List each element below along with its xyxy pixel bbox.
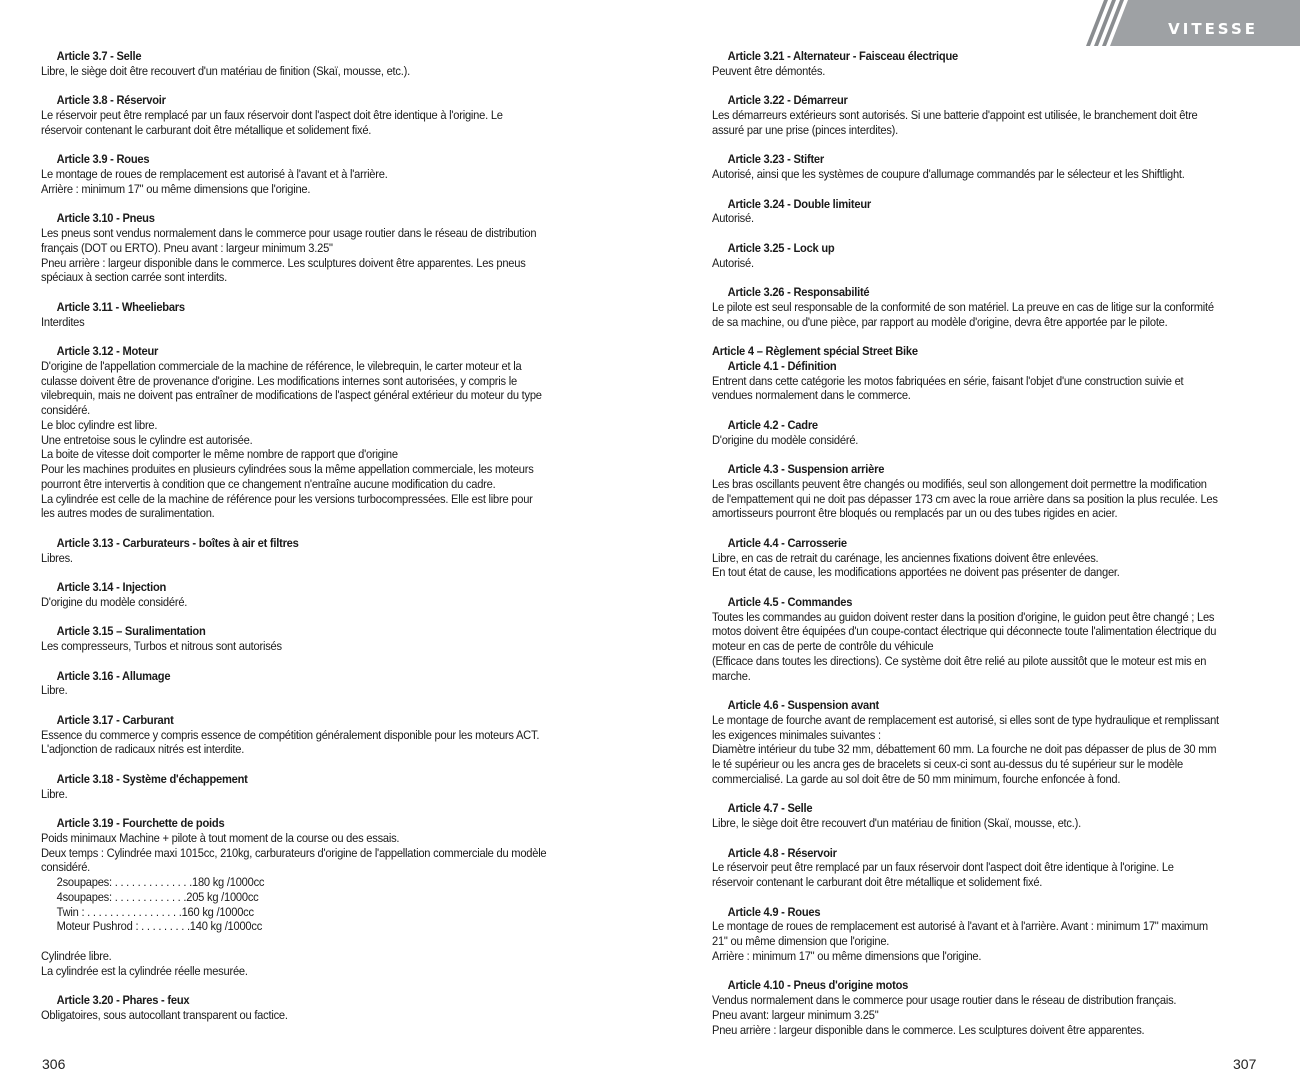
article-text-line: Vendus normalement dans le commerce pour usage routier dans le réseau de distribution français. xyxy=(712,993,1177,1007)
article-title: Article 4.9 - Roues xyxy=(727,904,821,919)
article-text-line: Le réservoir peut être remplacé par un faux réservoir dont l'aspect doit être identique à l'origine. Le xyxy=(712,860,1174,875)
article-title: Article 4.5 - Commandes xyxy=(727,594,853,609)
article-text-line: Diamètre intérieur du tube 32 mm, débattement 60 mm. La fourche ne doit pas dépasser de plus de 30 mm xyxy=(712,742,1217,757)
article-block xyxy=(712,241,1258,271)
article-text-line: Les pneus sont vendus normalement dans le commerce pour usage routier dans le réseau de distribution xyxy=(41,226,537,240)
section-header-band xyxy=(1074,0,1300,46)
article-title: Article 3.11 - Wheeliebars xyxy=(56,299,185,314)
article-title: Article 3.14 - Injection xyxy=(56,580,167,594)
article-title: Article 3.13 - Carburateurs - boîtes à air et filtres xyxy=(56,535,299,550)
section-heading: Article 4 – Règlement spécial Street Bike xyxy=(712,344,918,358)
article-title: Article 3.25 - Lock up xyxy=(727,240,835,255)
article-block xyxy=(41,300,588,330)
article-block xyxy=(41,993,588,1023)
article-text-line: Pneu arrière : largeur disponible dans le commerce. Les sculptures doivent être apparentes. xyxy=(712,1022,1145,1037)
article-title: Article 4.3 - Suspension arrière xyxy=(727,462,885,476)
article-text-line: Peuvent être démontés. xyxy=(712,63,826,78)
article-title: Article 4.4 - Carrosserie xyxy=(727,535,847,550)
article-text-line: D'origine du modèle considéré. xyxy=(712,432,859,447)
article-block xyxy=(712,978,1258,1037)
article-title: Article 3.26 - Responsabilité xyxy=(727,285,870,299)
article-text-line: Une entretoise sous le cylindre est autorisée. xyxy=(41,432,253,447)
article-text-line: La cylindrée est la cylindrée réelle mesurée. xyxy=(41,963,248,978)
article-text-line: Libre. xyxy=(41,683,68,698)
article-block xyxy=(41,344,588,521)
article-text-line: assuré par une prise (pinces interdites). xyxy=(712,122,898,137)
article-title: Article 3.22 - Démarreur xyxy=(727,93,848,108)
article-block xyxy=(712,344,1258,403)
article-text-line: culasse doivent être de provenance d'origine. Les modifications internes sont autorisées, y compris le xyxy=(41,373,517,388)
article-text-line: Les compresseurs, Turbos et nitrous sont autorisés xyxy=(41,639,282,653)
article-text-line: D'origine de l'appellation commerciale de la machine de référence, le vilebrequin, le carter moteur et la xyxy=(41,358,522,373)
article-text-line: Arrière : minimum 17" ou même dimensions que l'origine. xyxy=(41,181,311,196)
article-text-line: pourront être intervertis à condition que ce changement n'entraîne aucune modification du cadre. xyxy=(41,476,496,491)
article-text-line: L'adjonction de radicaux nitrés est interdite. xyxy=(41,742,245,757)
article-text-line: réservoir contenant le carburant doit être métallique et solidement fixé. xyxy=(712,875,1043,889)
article-title: Article 3.12 - Moteur xyxy=(56,344,159,358)
article-text-line: les exigences minimales suivantes : xyxy=(712,727,881,742)
article-text-line: les autres modes de suralimentation. xyxy=(41,506,215,521)
article-text-line: La cylindrée est celle de la machine de référence pour les versions turbocompressées. Elle est libre pour xyxy=(41,491,533,506)
article-text-line: Le bloc cylindre est libre. xyxy=(41,417,158,432)
article-text-line: motos doivent être équipées d'un coupe-contact électrique qui déconnecte toute l'alimentation électrique du xyxy=(712,624,1217,639)
article-text-line: Autorisé. xyxy=(712,211,754,226)
article-text-line: 21" ou même dimension que l'origine. xyxy=(712,934,890,948)
article-text-line: Le montage de roues de remplacement est autorisé à l'avant et à l'arrière. xyxy=(41,167,388,181)
article-block xyxy=(41,536,588,566)
article-text-line: le té supérieur ou les ancra ges de bracelets si ceux-ci sont au-dessus du té supérieur sur le modèle xyxy=(712,757,1183,771)
article-text-line: D'origine du modèle considéré. xyxy=(41,594,188,609)
article-title: Article 4.7 - Selle xyxy=(727,801,813,816)
article-block xyxy=(41,816,588,978)
page-number-right: 307 xyxy=(1233,1056,1257,1072)
article-text-line: de l'empattement qui ne doit pas dépasser 173 cm avec la roue arrière dans sa position la plus reculée. Les xyxy=(712,491,1218,506)
article-text-line: Cylindrée libre. xyxy=(41,948,112,963)
article-text-line: Les bras oscillants peuvent être changés ou modifiés, seul son allongement doit permettre la modification xyxy=(712,476,1207,491)
article-block xyxy=(712,197,1258,227)
article-text-line: Libre. xyxy=(41,786,68,801)
article-title: Article 3.10 - Pneus xyxy=(56,211,155,226)
article-title: Article 3.8 - Réservoir xyxy=(56,93,166,108)
article-title: Article 3.16 - Allumage xyxy=(56,668,171,683)
article-text-line: Libre, le siège doit être recouvert d'un matériau de finition (Skaï, mousse, etc.). xyxy=(41,63,410,78)
article-text-line: français (DOT ou ERTO). Pneu avant : largeur minimum 3.25" xyxy=(41,240,333,255)
article-title: Article 3.18 - Système d'échappement xyxy=(56,771,248,786)
left-page-column xyxy=(41,49,588,1037)
article-block xyxy=(712,905,1258,964)
article-text-line: vendues normalement dans le commerce. xyxy=(712,388,911,403)
article-block xyxy=(712,846,1258,890)
section-header-label: VITESSE xyxy=(1168,20,1258,38)
right-page-column xyxy=(712,49,1258,1052)
article-block xyxy=(41,152,588,196)
article-text-line: Autorisé. xyxy=(712,255,754,270)
article-title: Article 4.8 - Réservoir xyxy=(727,845,837,860)
article-text-line: Le montage de roues de remplacement est autorisé à l'avant et à l'arrière. Avant : minimum 17" maximum xyxy=(712,919,1208,934)
weight-row: 2soupapes: . . . . . . . . . . . . . .180 kg /1000cc xyxy=(56,875,265,889)
article-block xyxy=(41,211,588,285)
article-title: Article 3.23 - Stifter xyxy=(727,152,824,167)
article-block xyxy=(712,49,1258,79)
article-text-line: de sa machine, ou d'une pièce, par rapport au modèle d'origine, devra être apportée par le pilote. xyxy=(712,314,1168,329)
article-block xyxy=(712,418,1258,448)
article-block xyxy=(712,462,1258,521)
article-text-line: Arrière : minimum 17" ou même dimensions que l'origine. xyxy=(712,948,982,963)
article-text-line: La boite de vitesse doit comporter le même nombre de rapport que d'origine xyxy=(41,447,398,462)
article-title: Article 3.19 - Fourchette de poids xyxy=(56,816,225,830)
article-text-line: Le montage de fourche avant de remplacement est autorisé, si elles sont de type hydraulique et remplissant xyxy=(712,712,1219,727)
article-text-line: moteur en cas de perte de contrôle du véhicule xyxy=(712,639,934,653)
article-title: Article 3.17 - Carburant xyxy=(56,712,174,727)
article-title: Article 3.15 – Suralimentation xyxy=(56,624,206,639)
article-text-line: Le pilote est seul responsable de la conformité de son matériel. La preuve en cas de litige sur la conformité xyxy=(712,299,1214,314)
weight-row: Moteur Pushrod : . . . . . . . . .140 kg /1000cc xyxy=(56,919,263,934)
article-title: Article 4.1 - Définition xyxy=(727,358,837,373)
article-text-line: Pneu avant: largeur minimum 3.25" xyxy=(712,1007,879,1022)
article-title: Article 3.21 - Alternateur - Faisceau électrique xyxy=(727,49,958,63)
article-text-line: En tout état de cause, les modifications apportées ne doivent pas présenter de danger. xyxy=(712,565,1120,580)
article-block xyxy=(712,285,1258,329)
article-title: Article 3.9 - Roues xyxy=(56,152,150,167)
article-block xyxy=(712,698,1258,787)
article-block xyxy=(41,713,588,757)
article-block xyxy=(712,152,1258,182)
weight-table xyxy=(41,875,588,934)
article-text-line: spéciaux à section carrée sont interdits. xyxy=(41,270,227,285)
article-block xyxy=(712,595,1258,684)
article-title: Article 4.6 - Suspension avant xyxy=(727,698,880,712)
article-text-line: Obligatoires, sous autocollant transparent ou factice. xyxy=(41,1007,288,1022)
article-text-line: vilebrequin, mais ne doivent pas entraîner de modifications de l'aspect général extérieur du moteur du type xyxy=(41,388,542,403)
article-block xyxy=(41,93,588,137)
article-text-line: Poids minimaux Machine + pilote à tout moment de la course ou des essais. xyxy=(41,830,400,845)
article-title: Article 4.2 - Cadre xyxy=(727,417,818,432)
article-block xyxy=(712,93,1258,137)
article-block xyxy=(41,772,588,802)
article-text-line: Entrent dans cette catégorie les motos fabriquées en série, faisant l'objet d'une construction suivie et xyxy=(712,373,1184,388)
article-text-line: marche. xyxy=(712,668,751,683)
article-text-line: Pneu arrière : largeur disponible dans le commerce. Les sculptures doivent être apparentes. Les pneus xyxy=(41,255,526,270)
article-text-line xyxy=(41,934,588,949)
article-text-line: (Efficace dans toutes les directions). Ce système doit être relié au pilote aussitôt que le moteur est mis en xyxy=(712,653,1207,668)
article-title: Article 3.24 - Double limiteur xyxy=(727,196,871,211)
article-text-line: Toutes les commandes au guidon doivent rester dans la position d'origine, le guidon peut être changé ; Les xyxy=(712,609,1215,624)
weight-row: 4soupapes: . . . . . . . . . . . . .205 kg /1000cc xyxy=(56,889,259,904)
weight-row: Twin : . . . . . . . . . . . . . . . . .160 kg /1000cc xyxy=(56,904,254,919)
article-text-line: Libre, en cas de retrait du carénage, les anciennes fixations doivent être enlevées. xyxy=(712,550,1099,565)
article-block xyxy=(41,49,588,79)
article-text-line: Le réservoir peut être remplacé par un faux réservoir dont l'aspect doit être identique à l'origine. Le xyxy=(41,108,503,122)
article-block xyxy=(41,624,588,654)
article-text-line: Libres. xyxy=(41,550,73,565)
page-number-left: 306 xyxy=(42,1056,66,1072)
article-text-line: Pour les machines produites en plusieurs cylindrées sous la même appellation commerciale, les moteurs xyxy=(41,462,534,476)
article-text-line: Libre, le siège doit être recouvert d'un matériau de finition (Skaï, mousse, etc.). xyxy=(712,816,1081,830)
article-block xyxy=(712,801,1258,831)
article-title: Article 3.20 - Phares - feux xyxy=(56,993,190,1007)
article-text-line: amortisseurs pourront être bloqués ou remplacés par un ou des tubes rigides en acier. xyxy=(712,506,1118,521)
article-text-line: réservoir contenant le carburant doit être métallique et solidement fixé. xyxy=(41,122,372,137)
article-text-line: Interdites xyxy=(41,314,85,329)
article-text-line: Les démarreurs extérieurs sont autorisés. Si une batterie d'appoint est utilisée, le branchement doit être xyxy=(712,108,1198,122)
article-text-line: commercialisé. La garde au sol doit être de 50 mm minimum, fourche enfoncée à fond. xyxy=(712,771,1121,786)
article-title: Article 3.7 - Selle xyxy=(56,49,142,63)
article-title: Article 4.10 - Pneus d'origine motos xyxy=(727,978,909,993)
article-text-line: Autorisé, ainsi que les systèmes de coupure d'allumage commandés par le sélecteur et les Shiftlight. xyxy=(712,167,1185,181)
article-text-line: considéré. xyxy=(41,403,91,417)
article-block xyxy=(41,580,588,610)
article-block xyxy=(41,669,588,699)
article-block xyxy=(712,536,1258,580)
article-text-line: Essence du commerce y compris essence de compétition généralement disponible pour les moteurs ACT. xyxy=(41,727,540,742)
right-page xyxy=(650,0,1300,1092)
article-text-line: considéré. xyxy=(41,860,91,875)
article-text-line: Deux temps : Cylindrée maxi 1015cc, 210kg, carburateurs d'origine de l'appellation commerciale du modèle xyxy=(41,845,547,860)
